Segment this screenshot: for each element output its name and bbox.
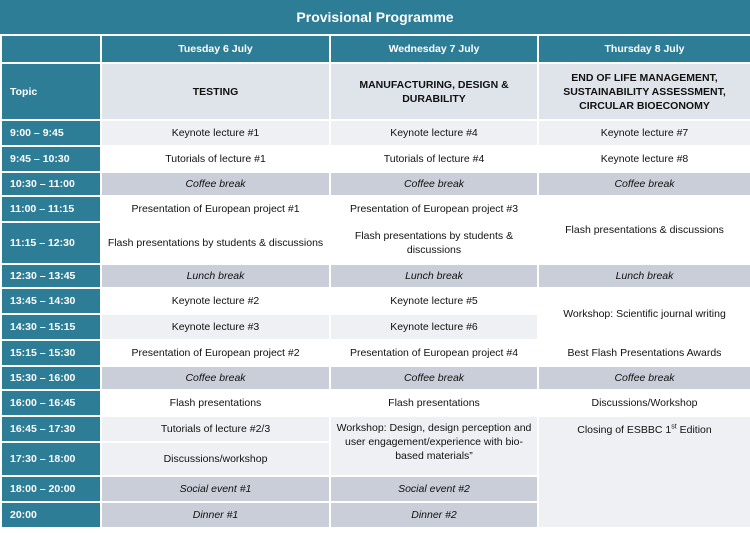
session-cell: Tutorials of lecture #1 — [101, 146, 330, 172]
topic-tue: TESTING — [101, 63, 330, 120]
session-cell: Flash presentations & discussions — [538, 196, 750, 264]
break-cell: Coffee break — [330, 172, 538, 196]
closing-edition: Edition — [676, 424, 712, 436]
session-cell: Keynote lecture #8 — [538, 146, 750, 172]
session-cell: Keynote lecture #4 — [330, 120, 538, 146]
social-event-cell: Social event #2 — [330, 476, 538, 502]
time-slot: 18:00 – 20:00 — [1, 476, 101, 502]
break-cell: Lunch break — [330, 264, 538, 288]
break-cell: Coffee break — [538, 172, 750, 196]
session-cell: Flash presentations by students & discussions — [101, 222, 330, 264]
break-cell: Coffee break — [101, 172, 330, 196]
time-slot: 17:30 – 18:00 — [1, 442, 101, 476]
session-cell: Presentation of European project #4 — [330, 340, 538, 366]
day-header-tue: Tuesday 6 July — [101, 35, 330, 63]
day-header-thu: Thursday 8 July — [538, 35, 750, 63]
break-cell: Lunch break — [101, 264, 330, 288]
time-slot: 15:15 – 15:30 — [1, 340, 101, 366]
session-cell: Keynote lecture #7 — [538, 120, 750, 146]
session-cell: Keynote lecture #3 — [101, 314, 330, 340]
day-header-wed: Wednesday 7 July — [330, 35, 538, 63]
break-cell: Lunch break — [538, 264, 750, 288]
dinner-cell: Dinner #1 — [101, 502, 330, 528]
social-event-cell: Social event #1 — [101, 476, 330, 502]
time-slot: 9:45 – 10:30 — [1, 146, 101, 172]
session-cell — [538, 416, 750, 528]
break-cell: Coffee break — [538, 366, 750, 390]
session-cell: Flash presentations — [330, 390, 538, 416]
time-slot: 16:00 – 16:45 — [1, 390, 101, 416]
topic-wed: MANUFACTURING, DESIGN & DURABILITY — [330, 63, 538, 120]
closing-sup: st — [671, 423, 677, 431]
session-cell: Keynote lecture #1 — [101, 120, 330, 146]
session-cell: Discussions/Workshop — [538, 390, 750, 416]
time-slot: 11:00 – 11:15 — [1, 196, 101, 222]
time-slot: 12:30 – 13:45 — [1, 264, 101, 288]
session-cell: Presentation of European project #2 — [101, 340, 330, 366]
session-cell: Presentation of European project #3 — [330, 196, 538, 222]
programme-table — [0, 34, 750, 529]
time-slot: 10:30 – 11:00 — [1, 172, 101, 196]
time-slot: 13:45 – 14:30 — [1, 288, 101, 314]
session-cell: Presentation of European project #1 — [101, 196, 330, 222]
session-cell: Workshop: Design, design perception and user engagement/experience with bio-based materials” — [330, 416, 538, 476]
session-cell: Flash presentations — [101, 390, 330, 416]
session-cell: Keynote lecture #5 — [330, 288, 538, 314]
session-cell: Best Flash Presentations Awards — [538, 340, 750, 366]
session-cell: Workshop: Scientific journal writing — [538, 288, 750, 340]
dinner-cell: Dinner #2 — [330, 502, 538, 528]
break-cell: Coffee break — [330, 366, 538, 390]
session-cell: Discussions/workshop — [101, 442, 330, 476]
topic-label: Topic — [1, 63, 101, 120]
session-cell: Tutorials of lecture #2/3 — [101, 416, 330, 442]
corner-cell — [1, 35, 101, 63]
session-cell: Flash presentations by students & discussions — [330, 222, 538, 264]
time-slot: 15:30 – 16:00 — [1, 366, 101, 390]
time-slot: 16:45 – 17:30 — [1, 416, 101, 442]
topic-thu: END OF LIFE MANAGEMENT, SUSTAINABILITY ASSESSMENT, CIRCULAR BIOECONOMY — [538, 63, 750, 120]
time-slot: 9:00 – 9:45 — [1, 120, 101, 146]
session-cell: Keynote lecture #2 — [101, 288, 330, 314]
programme-title: Provisional Programme — [0, 0, 750, 34]
session-cell: Keynote lecture #6 — [330, 314, 538, 340]
closing-text: Closing of ESBBC 1 — [577, 424, 672, 436]
break-cell: Coffee break — [101, 366, 330, 390]
time-slot: 11:15 – 12:30 — [1, 222, 101, 264]
time-slot: 14:30 – 15:15 — [1, 314, 101, 340]
time-slot: 20:00 — [1, 502, 101, 528]
session-cell: Tutorials of lecture #4 — [330, 146, 538, 172]
